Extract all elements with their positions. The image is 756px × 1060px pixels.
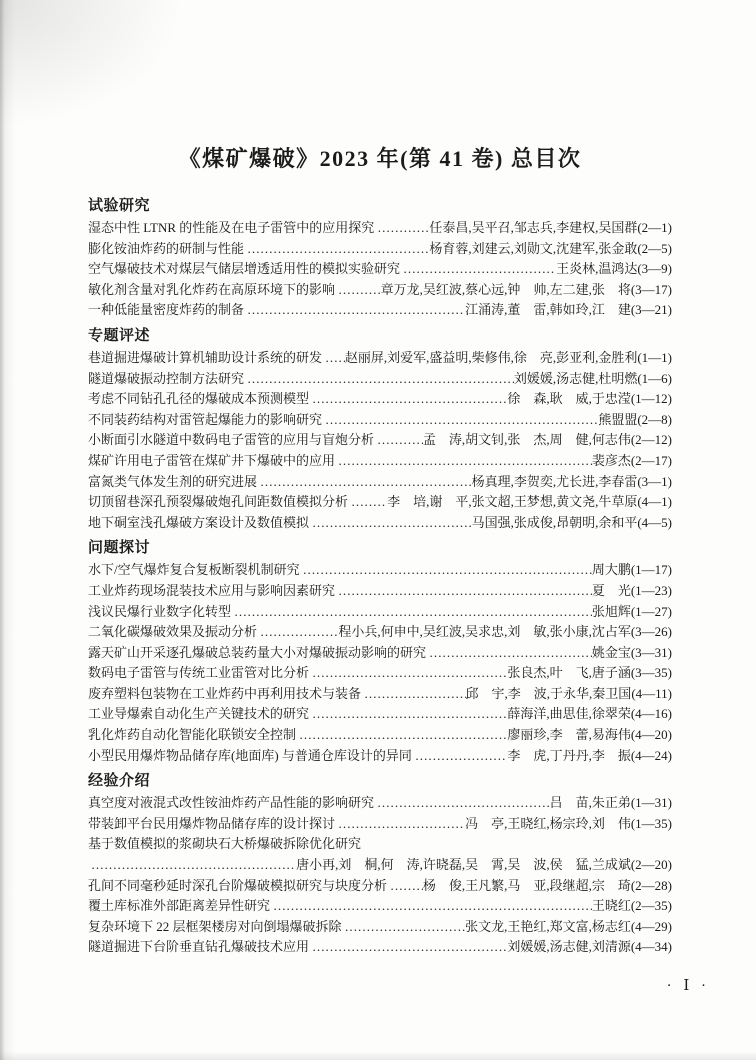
toc-entry	[88, 259, 672, 280]
dot-leader	[309, 704, 507, 725]
toc-entry	[88, 369, 672, 390]
entry-authors: 唐小再,刘 桐,何 涛,许晓磊,吴 霄,吴 波,侯 猛,兰成斌	[296, 857, 631, 873]
entry-authors: 江涌涛,董 雷,韩如玲,江 建	[465, 302, 631, 318]
entry-page-ref: (4—1)	[637, 494, 672, 510]
page-title: 《煤矿爆破》2023 年(第 41 卷) 总目次	[178, 146, 582, 171]
entry-title: 工业导爆索自动化生产关键技术的研究	[88, 706, 310, 722]
entry-authors: 吕 苗,朱正弟	[549, 795, 631, 811]
section-title: 专题评述	[88, 326, 151, 344]
entry-authors: 孟 涛,胡文钊,张 杰,周 健,何志伟	[422, 432, 631, 448]
toc-entry	[88, 602, 672, 623]
toc-entry	[88, 917, 672, 938]
entry-title: 不同装药结构对雷管起爆能力的影响研究	[88, 411, 323, 427]
toc-entry	[88, 348, 672, 369]
entry-page-ref: (2—20)	[630, 857, 672, 873]
entry-authors: 薛海洋,曲思佳,徐翠荣	[507, 706, 631, 722]
dot-leader	[426, 643, 592, 664]
toc-entry	[88, 814, 672, 835]
entry-authors: 王炎林,温鸿达	[556, 261, 638, 277]
toc-entry	[88, 472, 672, 493]
dot-leader	[244, 300, 465, 321]
entry-authors: 冯 亭,王晓红,杨宗玲,刘 伟	[465, 815, 631, 831]
entry-page-ref: (1—31)	[630, 795, 672, 811]
toc-entry	[88, 492, 672, 513]
entry-page-ref: (3—1)	[637, 473, 672, 489]
dot-leader	[231, 602, 592, 623]
dot-leader	[400, 259, 556, 280]
entry-title: 二氧化碳爆破效果及振动分析	[88, 624, 258, 640]
entry-authors: 夏 光	[591, 582, 631, 598]
toc-entry	[88, 218, 672, 239]
dot-leader	[309, 663, 507, 684]
dot-leader	[88, 855, 296, 876]
section-title: 经验介绍	[88, 772, 151, 790]
entry-page-ref: (4—29)	[630, 918, 672, 934]
entry-authors: 廖丽珍,李 蕾,易海伟	[507, 727, 631, 743]
dot-leader	[387, 876, 423, 897]
entry-page-ref: (1—23)	[630, 582, 672, 598]
dot-leader	[361, 684, 466, 705]
entry-authors: 王晓红	[591, 898, 631, 914]
entry-authors: 杨真理,李贺奕,尤长进,李春雷	[471, 473, 638, 489]
entry-title: 复杂环境下 22 层框架楼房对向倒塌爆破拆除	[88, 918, 342, 934]
entry-page-ref: (1—27)	[630, 603, 672, 619]
entry-title: 废弃塑料包装物在工业炸药中再利用技术与装备	[88, 685, 362, 701]
toc-entry	[88, 704, 672, 725]
entry-title: 湿态中性 LTNR 的性能及在电子雷管中的应用探究	[88, 220, 375, 235]
entry-authors: 刘媛媛,汤志健,刘清源	[507, 939, 631, 955]
dot-leader	[374, 218, 429, 239]
toc-entry	[88, 280, 672, 301]
entry-page-ref: (1—1)	[637, 349, 672, 365]
entry-page-ref: (1—17)	[630, 562, 672, 578]
dot-leader	[412, 746, 507, 767]
entry-authors: 张文龙,王艳红,郑文富,杨志红	[465, 918, 631, 934]
entry-page-ref: (2—17)	[630, 452, 672, 468]
entry-title: 带装卸平台民用爆炸物品储存库的设计探讨	[88, 815, 336, 831]
dot-leader	[374, 430, 423, 451]
dot-leader	[322, 348, 345, 369]
dot-leader	[270, 896, 592, 917]
toc-entry	[88, 834, 672, 855]
dot-leader	[244, 369, 514, 390]
entry-page-ref: (4—20)	[630, 727, 672, 743]
dot-leader	[309, 389, 507, 410]
toc-entry	[88, 389, 672, 410]
toc-entry	[88, 300, 672, 321]
toc-entry	[88, 663, 672, 684]
toc-entry	[88, 855, 672, 876]
entry-page-ref: (2—35)	[630, 898, 672, 914]
entry-authors: 杨育蓉,刘建云,刘勋文,沈建军,张金敢	[429, 240, 638, 256]
dot-leader	[257, 622, 338, 643]
entry-page-ref: (2—8)	[637, 411, 672, 427]
entry-authors: 李 培,谢 平,张文超,王梦想,黄文尧,牛草原	[387, 494, 638, 510]
entry-title: 煤矿许用电子雷管在煤矿井下爆破中的应用	[88, 452, 336, 468]
toc-entry	[88, 937, 672, 958]
entry-authors: 任泰昌,吴平召,邹志兵,李建权,吴国群	[429, 220, 638, 235]
entry-page-ref: (1—6)	[637, 370, 672, 386]
dot-leader	[335, 451, 592, 472]
entry-title: 一种低能量密度炸药的制备	[88, 302, 245, 318]
toc-entry	[88, 643, 672, 664]
toc-entry	[88, 876, 672, 897]
toc-entry	[88, 725, 672, 746]
entry-title: 基于数值模拟的浆砌块石大桥爆破拆除优化研究	[88, 836, 362, 852]
entry-title: 小断面引水隧道中数码电子雷管的应用与盲炮分析	[88, 432, 375, 448]
dot-leader	[309, 513, 472, 534]
dot-leader	[296, 725, 507, 746]
dot-leader	[322, 410, 598, 431]
entry-title: 小型民用爆炸物品储存库(地面库) 与普通仓库设计的异同	[88, 747, 412, 763]
entry-title: 隧道爆破振动控制方法研究	[88, 370, 245, 386]
entry-page-ref: (3—9)	[637, 261, 672, 277]
entry-title: 乳化炸药自动化智能化联锁安全控制	[88, 727, 297, 743]
dot-leader	[257, 472, 472, 493]
toc-entry	[88, 746, 672, 767]
entry-authors: 刘媛媛,汤志健,杜明燃	[513, 370, 638, 386]
dot-leader	[342, 917, 466, 938]
entry-page-ref: (3—17)	[630, 281, 672, 297]
entry-page-ref: (4—11)	[631, 685, 672, 701]
entry-authors: 姚金宝	[591, 644, 631, 660]
entry-authors: 张旭辉	[591, 603, 631, 619]
entry-page-ref: (2—12)	[630, 432, 672, 448]
entry-page-ref: (3—21)	[630, 302, 672, 318]
entry-authors: 周大鹏	[591, 562, 631, 578]
entry-authors: 赵丽屏,刘爱军,盛益明,柴修伟,徐 亮,彭亚利,金胜利	[344, 349, 638, 365]
entry-page-ref: (4—34)	[630, 939, 672, 955]
entry-page-ref: (4—5)	[637, 514, 672, 530]
entry-title: 敏化剂含量对乳化炸药在高原环境下的影响	[88, 281, 336, 297]
entry-authors: 裴彦杰	[591, 452, 631, 468]
entry-title: 地下硐室浅孔爆破方案设计及数值模拟	[88, 514, 310, 530]
entry-authors: 程小兵,何申中,吴红波,吴求忠,刘 敏,张小康,沈占军	[338, 624, 631, 640]
toc-entry	[88, 451, 672, 472]
entry-page-ref: (3—31)	[630, 644, 672, 660]
section-title: 试验研究	[88, 197, 151, 214]
dot-leader	[374, 793, 550, 814]
toc-entry	[88, 793, 672, 814]
entry-page-ref: (3—26)	[630, 624, 672, 640]
entry-page-ref: (2—5)	[637, 240, 672, 256]
toc-entry	[88, 513, 672, 534]
toc-sections	[88, 196, 672, 958]
section-title: 问题探讨	[88, 539, 151, 557]
entry-page-ref: (1—12)	[630, 391, 672, 407]
toc-entry	[88, 684, 672, 705]
entry-authors: 熊盟盟	[598, 411, 638, 427]
toc-entry	[88, 560, 672, 581]
entry-authors: 杨 俊,王凡繁,马 亚,段继超,宗 琦	[422, 877, 631, 893]
entry-title: 真空度对液混式改性铵油炸药产品性能的影响研究	[88, 795, 375, 811]
footer-page-number: · Ⅰ ·	[666, 978, 710, 994]
dot-leader	[309, 937, 507, 958]
dot-leader	[335, 581, 592, 602]
toc-entry	[88, 430, 672, 451]
entry-page-ref: (4—16)	[630, 706, 672, 722]
entry-title: 数码电子雷管与传统工业雷管对比分析	[88, 665, 310, 681]
entry-page-ref: (4—24)	[630, 747, 672, 763]
dot-leader	[300, 560, 592, 581]
toc-entry	[88, 896, 672, 917]
dot-leader	[348, 492, 387, 513]
toc-entry	[88, 581, 672, 602]
entry-page-ref: (2—28)	[630, 877, 672, 893]
entry-authors: 邱 宇,李 波,于永华,秦卫国	[465, 685, 632, 701]
entry-title: 巷道掘进爆破计算机辅助设计系统的研发	[88, 349, 323, 365]
entry-authors: 张良杰,叶 飞,唐子涵	[507, 665, 631, 681]
dot-leader	[244, 239, 429, 260]
entry-title: 切顶留巷深孔预裂爆破炮孔间距数值模拟分析	[88, 494, 349, 510]
dot-leader	[335, 280, 381, 301]
entry-authors: 徐 森,耿 威,于忠滢	[507, 391, 631, 407]
entry-title: 露天矿山开采逐孔爆破总装药量大小对爆破振动影响的研究	[88, 644, 427, 660]
entry-title: 浅议民爆行业数字化转型	[88, 603, 232, 619]
entry-title: 空气爆破技术对煤层气储层增透适用性的模拟实验研究	[88, 261, 401, 277]
entry-title: 覆土库标准外部距离差异性研究	[88, 898, 271, 914]
toc-entry	[88, 622, 672, 643]
entry-title: 隧道掘进下台阶垂直钻孔爆破技术应用	[88, 939, 310, 955]
entry-authors: 章万龙,吴红波,蔡心远,钟 帅,左二建,张 将	[380, 281, 631, 297]
entry-authors: 李 虎,丁丹丹,李 振	[507, 747, 631, 763]
entry-page-ref: (3—35)	[630, 665, 672, 681]
dot-leader	[335, 814, 465, 835]
entry-title: 水下/空气爆炸复合复板断裂机制研究	[88, 562, 300, 578]
toc-entry	[88, 239, 672, 260]
entry-page-ref: (2—1)	[637, 220, 672, 235]
entry-title: 工业炸药现场混装技术应用与影响因素研究	[88, 582, 336, 598]
entry-title: 富氮类气体发生剂的研究进展	[88, 473, 258, 489]
toc-entry	[88, 410, 672, 431]
entry-authors: 马国强,张成俊,昂朝明,余和平	[471, 514, 638, 530]
entry-title: 孔间不同毫秒延时深孔台阶爆破模拟研究与块度分析	[88, 877, 388, 893]
toc-page	[88, 0, 672, 958]
entry-title: 考虑不同钻孔孔径的爆破成本预测模型	[88, 391, 310, 407]
entry-page-ref: (1—35)	[630, 815, 672, 831]
entry-title: 膨化铵油炸药的研制与性能	[88, 240, 245, 256]
